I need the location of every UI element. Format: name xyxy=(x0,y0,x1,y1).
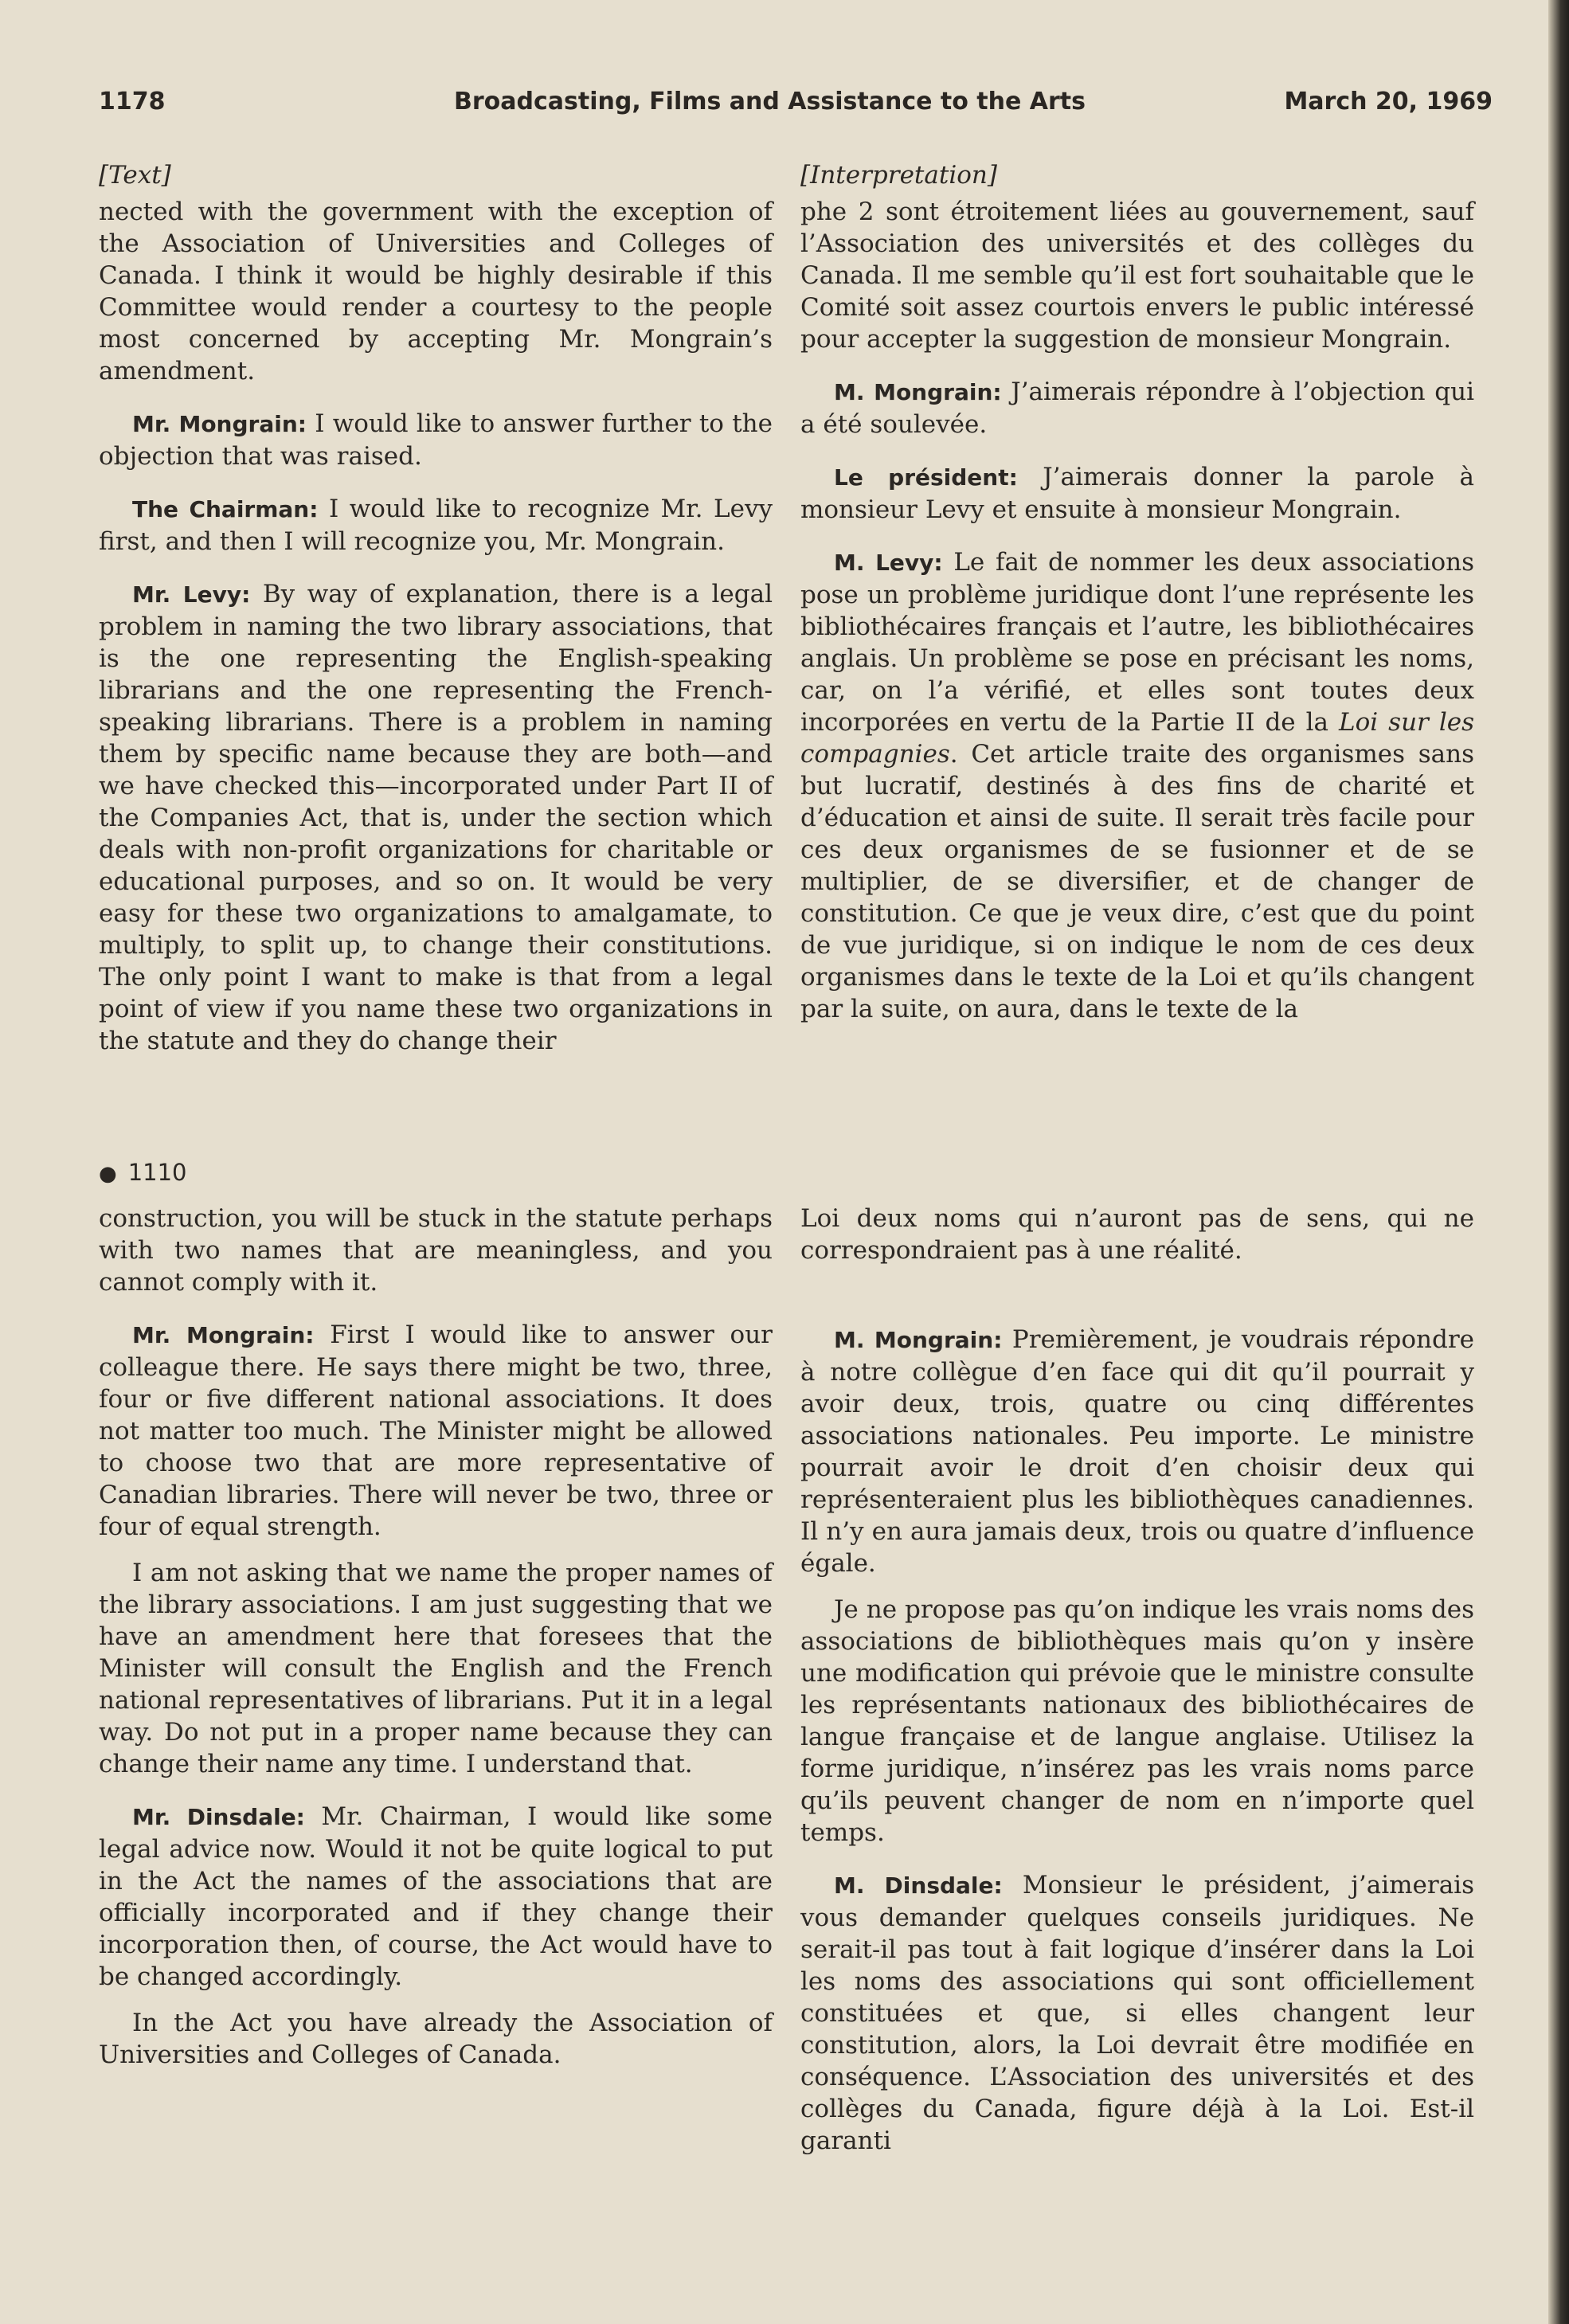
speech-text: Monsieur le président, j’aimerais vous demander quelques conseils juridiques. Ne serait-il pas tout à fait logique d’insérer dans la Loi les noms des associations qui sont officiellement constituées et que, si elles changent leur constitution, alors, la Loi devrait être modifiée en conséquence. L’Association des universités et des collèges du Canada, figure déjà à la Loi. Est-il garanti xyxy=(800,1871,1474,2155)
paragraph xyxy=(800,1869,1474,2157)
speaker-name: M. Levy: xyxy=(834,550,943,576)
running-head xyxy=(99,88,1493,126)
publication-title: Broadcasting, Films and Assistance to the Arts xyxy=(454,88,1086,115)
issue-date: March 20, 1969 xyxy=(1284,88,1493,115)
speech-text: First I would like to answer our colleague there. He says there might be two, three, four or five different national associations. It does not matter too much. The Minister might be allowed to choose two that are more representative of Canadian libraries. There will never be two, three or four of equal strength. xyxy=(99,1320,773,1541)
speech-text: J’aimerais répondre à l’objection qui a été soulevée. xyxy=(800,378,1474,439)
column-gap xyxy=(800,1281,1474,1324)
bullet-icon: ● xyxy=(99,1162,117,1186)
statute-title: Loi sur les compagnies xyxy=(800,708,1474,769)
speech-text: I would like to answer further to the objection that was raised. xyxy=(99,409,773,471)
paragraph xyxy=(99,1319,773,1543)
paragraph: construction, you will be stuck in the statute perhaps with two names that are meaningless, and you cannot comply with it. xyxy=(99,1204,773,1297)
english-column-lower xyxy=(99,1203,773,2085)
paragraph: I am not asking that we name the proper names of the library associations. I am just suggesting that we have an amendment here that foresees that the Minister will consult the English and the French national representatives of librarians. Put it in a legal way. Do not put in a proper name because they can change their name any time. I understand that. xyxy=(99,1559,773,1778)
english-column-upper xyxy=(99,158,773,1071)
speaker-name: Mr. Dinsdale: xyxy=(132,1804,305,1830)
speaker-name: The Chairman: xyxy=(132,496,319,522)
speech-text: Premièrement, je voudrais répondre à notre collègue d’en face qui dit qu’il pourrait y avoir deux, trois, quatre ou cinq différentes associations nationales. Peu importe. Le ministre pourrait avoir le droit d’en choisir deux qui représenteraient plus les bibliothèques canadiennes. Il n’y en aura jamais deux, trois ou quatre d’influence égale. xyxy=(800,1325,1474,1578)
column-label-text: [Text] xyxy=(99,161,171,190)
paragraph xyxy=(800,461,1474,526)
speaker-name: M. Mongrain: xyxy=(834,379,1002,405)
paragraph xyxy=(800,546,1474,1025)
speaker-name: Mr. Levy: xyxy=(132,581,251,608)
paragraph: Loi deux noms qui n’auront pas de sens, qui ne correspondraient pas à une réalité. xyxy=(800,1204,1474,1265)
paragraph xyxy=(99,408,773,472)
time-marker xyxy=(99,1156,773,1190)
speech-text: J’aimerais donner la parole à monsieur Levy et ensuite à monsieur Mongrain. xyxy=(800,463,1475,524)
speech-text: . Cet article traite des organismes sans but lucratif, destinés à des fins de charité et d’éducation et ainsi de suite. Il serait très facile pour ces deux organismes de se fusionner et de se multiplier, de se diversifier, et de changer de constitution. Ce que je veux dire, c’est que du point de vue juridique, si on indique le nom de ces deux organismes dans le texte de la Loi et qu’ils changent par la suite, on aura, dans le texte de la xyxy=(800,740,1474,1023)
paragraph: Je ne propose pas qu’on indique les vrais noms des associations de bibliothèques mais qu’on y insère une modification qui prévoie que le ministre consulte les représentants nationaux des bibliothécaires de langue française et de langue anglaise. Utilisez la forme juridique, n’insérez pas les vrais noms parce qu’ils peuvent changer de nom en n’importe quel temps. xyxy=(800,1595,1474,1847)
column-label-interpretation: [Interpretation] xyxy=(800,161,997,190)
paragraph xyxy=(800,376,1474,440)
speech-text: Mr. Chairman, I would like some legal advice now. Would it not be quite logical to put in the Act the names of the associations that are officially incorporated and if they change their incorporation then, of course, the Act would have to be changed accordingly. xyxy=(99,1802,773,1991)
paragraph xyxy=(99,578,773,1057)
speaker-name: Mr. Mongrain: xyxy=(132,411,307,437)
speaker-name: M. Dinsdale: xyxy=(834,1872,1003,1899)
speaker-name: Mr. Mongrain: xyxy=(132,1322,315,1348)
speaker-name: M. Mongrain: xyxy=(834,1327,1003,1353)
paragraph xyxy=(99,1801,773,1993)
paragraph: In the Act you have already the Association of Universities and Colleges of Canada. xyxy=(99,2009,773,2069)
speech-text: Le fait de nommer les deux associations pose un problème juridique dont l’une représente les bibliothécaires français et l’autre, les bibliothécaires anglais. Un problème se pose en précisant les noms, car, on l’a vérifié, et elles sont toutes deux incorporées en vertu de la Partie II de la xyxy=(800,548,1475,737)
paragraph: phe 2 sont étroitement liées au gouvernement, sauf l’Association des universités et des collèges du Canada. Il me semble qu’il est fort souhaitable que le Comité soit assez courtois envers le public intéressé pour accepter la suggestion de monsieur Mongrain. xyxy=(800,198,1474,354)
paragraph: nected with the government with the exception of the Association of Universities and Colleges of Canada. I think it would be highly desirable if this Committee would render a courtesy to the people most concerned by accepting Mr. Mongrain’s amendment. xyxy=(99,198,773,385)
paragraph xyxy=(800,1324,1474,1579)
speaker-name: Le président: xyxy=(834,464,1018,491)
speech-text: By way of explanation, there is a legal problem in naming the two library associations, that is the one representing the English-speaking librarians and the one representing the French-speaking librarians. There is a problem in naming them by specific name because they are both—and we have checked this—incorporated under Part II of the Companies Act, that is, under the section which deals with non-profit organizations for charitable or educational purposes, and so on. It would be very easy for these two organizations to amalgamate, to multiply, to split up, to change their constitutions. The only point I want to make is that from a legal point of view if you name these two organizations in the statute and they do change their xyxy=(99,580,773,1055)
french-column-lower xyxy=(800,1203,1474,2171)
speech-text: I would like to recognize Mr. Levy first, and then I will recognize you, Mr. Mongrain. xyxy=(99,495,773,556)
french-column-upper xyxy=(800,158,1474,1039)
time-marker-label: 1110 xyxy=(127,1159,187,1186)
page-edge-shadow xyxy=(1548,0,1569,2324)
page-number: 1178 xyxy=(99,88,166,115)
paragraph xyxy=(99,493,773,558)
